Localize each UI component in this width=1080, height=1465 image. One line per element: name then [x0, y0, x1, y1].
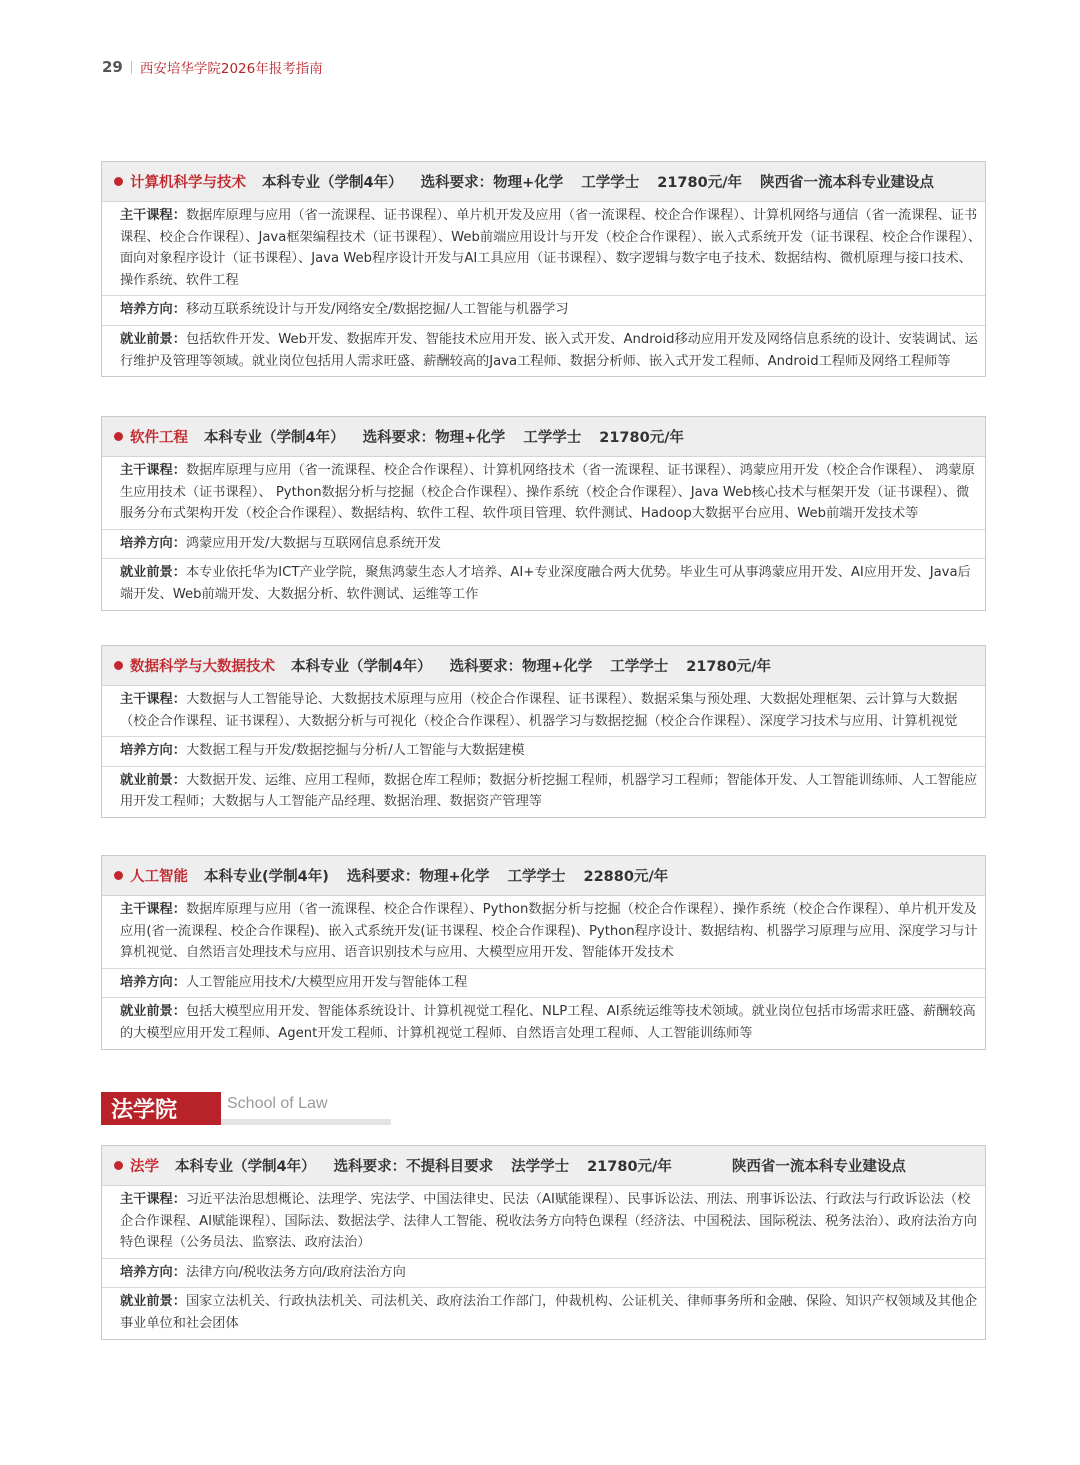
direction-label: 培养方向： [120, 974, 186, 990]
direction-text: 鸿蒙应用开发/大数据与互联网信息系统开发 [185, 535, 441, 551]
courses-section [102, 457, 985, 530]
major-header [102, 646, 985, 686]
tuition-fee: 21780元/年 [587, 1159, 672, 1175]
courses-text: 大数据与人工智能导论、大数据技术原理与应用（校企合作课程、证书课程）、数据采集与预处理、大数据处理框架、云计算与大数据（校企合作课程、证书课程）、大数据分析与可视化（校企合作课程）、机器学习与数据挖掘（校企合作课程）、深度学习技术与应用、计算机视觉 [120, 692, 958, 729]
law-school-english: School of Law [227, 1095, 328, 1112]
career-label: 就业前景： [120, 772, 186, 788]
major-level: 本科专业（学制4年） [204, 430, 345, 446]
courses-label: 主干课程： [120, 902, 186, 917]
major-name: 人工智能 [130, 869, 188, 885]
major-card-law [101, 1145, 986, 1340]
courses-text: 习近平法治思想概论、法理学、宪法学、中国法律史、民法（AI赋能课程）、民事诉讼法、刑法、刑事诉讼法、行政法与行政诉讼法（校企合作课程、AI赋能课程）、国际法、数据法学、法律人工智能、税收法务方向特色课程（经济法、中国税法、国际税法、税务法治）、政府法治方向特色课程（公务员法、监察法、政府法治） [120, 1192, 977, 1251]
major-note: 陕西省一流本科专业建设点 [731, 1159, 906, 1175]
header-divider [131, 61, 132, 74]
major-name: 计算机科学与技术 [130, 175, 246, 191]
degree: 工学学士 [523, 430, 582, 446]
major-card-ai [101, 855, 986, 1050]
page-number: 29 [102, 58, 123, 76]
direction-section [102, 530, 985, 560]
major-name: 法学 [130, 1159, 159, 1175]
courses-label: 主干课程： [120, 1192, 186, 1207]
bullet-dot-icon [114, 871, 123, 880]
career-section [102, 559, 985, 609]
career-text: 大数据开发、运维、应用工程师，数据仓库工程师；数据分析挖掘工程师，机器学习工程师；智能体开发、人工智能训练师、人工智能应用开发工程师；大数据与人工智能产品经理、数据治理、数据资产管理等 [120, 772, 978, 810]
law-school-title: 法学院 [101, 1092, 221, 1125]
career-text: 国家立法机关、行政执法机关、司法机关、政府法治工作部门，仲裁机构、公证机关、律师事务所和金融、保险、知识产权领域及其他企事业单位和社会团体 [120, 1294, 978, 1331]
career-label: 就业前景： [120, 565, 186, 581]
direction-label: 培养方向： [120, 302, 186, 318]
career-text: 本专业依托华为ICT产业学院，聚焦鸿蒙生态人才培养、AI+专业深度融合两大优势。毕业生可从事鸿蒙应用开发、AI应用开发、Java后端开发、Web前端开发、大数据分析、软件测试、运维等工作 [120, 565, 971, 602]
direction-text: 人工智能应用技术/大模型应用开发与智能体工程 [185, 974, 468, 990]
direction-text: 大数据工程与开发/数据挖掘与分析/人工智能与大数据建模 [185, 743, 525, 759]
career-label: 就业前景： [120, 1294, 186, 1310]
major-level: 本科专业（学制4年） [291, 659, 432, 675]
courses-label: 主干课程： [120, 208, 186, 223]
guide-title: 西安培华学院2026年报考指南 [139, 61, 323, 77]
direction-section [102, 737, 985, 767]
career-section [102, 998, 985, 1048]
major-header [102, 1146, 985, 1186]
banner-underline [221, 1119, 391, 1125]
subject-requirement: 选科要求：物理+化学 [420, 175, 564, 191]
bullet-dot-icon [114, 177, 123, 186]
major-level: 本科专业(学制4年) [204, 869, 329, 885]
tuition-fee: 21780元/年 [599, 430, 684, 446]
major-card-cs [101, 161, 986, 377]
major-card-se [101, 416, 986, 611]
degree: 法学学士 [511, 1159, 570, 1175]
degree: 工学学士 [507, 869, 566, 885]
direction-section [102, 1259, 985, 1289]
degree: 工学学士 [610, 659, 669, 675]
tuition-fee: 22880元/年 [583, 869, 669, 885]
career-section [102, 767, 985, 817]
major-header [102, 417, 985, 457]
direction-label: 培养方向： [120, 1264, 186, 1280]
direction-label: 培养方向： [120, 535, 186, 551]
career-label: 就业前景： [120, 331, 186, 347]
subject-requirement: 选科要求：不提科目要求 [333, 1159, 494, 1175]
courses-section [102, 1186, 985, 1259]
career-text: 包括大模型应用开发、智能体系统设计、计算机视觉工程化、NLP工程、AI系统运维等技术领域。就业岗位包括市场需求旺盛、薪酬较高的大模型应用开发工程师、Agent开发工程师、计算机视觉工程师、自然语言处理工程师、人工智能训练师等 [120, 1004, 976, 1041]
courses-text: 数据库原理与应用（省一流课程、校企合作课程）、Python数据分析与挖掘（校企合作课程）、操作系统（校企合作课程）、单片机开发及应用(省一流课程、校企合作课程)、嵌入式系统开发(证书课程、校企合作课程)、Python程序设计、数据结构、机器学习原理与应用、深度学习与计算机视觉、自然语言处理技术与应用、语音识别技术与应用、大模型应用开发、智能体开发技术 [120, 902, 978, 961]
major-note: 陕西省一流本科专业建设点 [760, 175, 934, 191]
major-level: 本科专业（学制4年） [262, 175, 403, 191]
bullet-dot-icon [114, 1161, 123, 1170]
major-card-data-science [101, 645, 986, 818]
courses-text: 数据库原理与应用（省一流课程、证书课程）、单片机开发及应用（省一流课程、校企合作课程）、计算机网络与通信（省一流课程、证书课程、校企合作课程）、Java框架编程技术（证书课程）、Web前端应用设计与开发（校企合作课程）、嵌入式系统开发（证书课程、校企合作课程）、面向对象程序设计（证书课程）、Java Web程序设计开发与AI工具应用（证书课程）、数字逻辑与数字电子技术、数据结构、微机原理与接口技术、操作系统、软件工程 [120, 208, 982, 288]
courses-section [102, 686, 985, 737]
direction-section [102, 296, 985, 326]
subject-requirement: 选科要求：物理+化学 [346, 869, 490, 885]
tuition-fee: 21780元/年 [657, 175, 742, 191]
page-header [102, 56, 323, 78]
bullet-dot-icon [114, 432, 123, 441]
major-level: 本科专业（学制4年） [175, 1159, 316, 1175]
career-label: 就业前景： [120, 1004, 186, 1020]
courses-section [102, 202, 985, 296]
direction-section [102, 969, 985, 999]
direction-text: 移动互联系统设计与开发/网络安全/数据挖掘/人工智能与机器学习 [185, 302, 569, 318]
major-header [102, 162, 985, 202]
career-section [102, 1288, 985, 1338]
major-name: 软件工程 [130, 430, 188, 446]
major-header [102, 856, 985, 896]
courses-section [102, 896, 985, 969]
degree: 工学学士 [581, 175, 640, 191]
career-text: 包括软件开发、Web开发、数据库开发、智能技术应用开发、嵌入式开发、Android移动应用开发及网络信息系统的设计、安装调试、运行维护及管理等领域。就业岗位包括用人需求旺盛、薪酬较高的Java工程师、数据分析师、嵌入式开发工程师、Android工程师及网络工程师等 [120, 331, 978, 369]
law-school-banner [101, 1092, 391, 1125]
subject-requirement: 选科要求：物理+化学 [362, 430, 506, 446]
career-section [102, 326, 985, 376]
major-name: 数据科学与大数据技术 [130, 659, 275, 675]
bullet-dot-icon [114, 661, 123, 670]
tuition-fee: 21780元/年 [686, 659, 771, 675]
courses-label: 主干课程： [120, 692, 186, 707]
courses-label: 主干课程： [120, 463, 186, 478]
subject-requirement: 选科要求：物理+化学 [449, 659, 593, 675]
direction-label: 培养方向： [120, 743, 186, 759]
direction-text: 法律方向/税收法务方向/政府法治方向 [185, 1264, 406, 1280]
courses-text: 数据库原理与应用（省一流课程、校企合作课程）、计算机网络技术（省一流课程、证书课程）、鸿蒙应用开发（校企合作课程）、 鸿蒙原生应用技术（证书课程）、 Python数据分析与挖掘（校企合作课程）、操作系统（校企合作课程）、Java Web核心技术与框架开发（证书课程）、微服务分布式架构开发（校企合作课程）、数据结构、软件工程、软件项目管理、软件测试、Hadoop大数据平台应用、Web前端开发技术等 [120, 463, 975, 522]
